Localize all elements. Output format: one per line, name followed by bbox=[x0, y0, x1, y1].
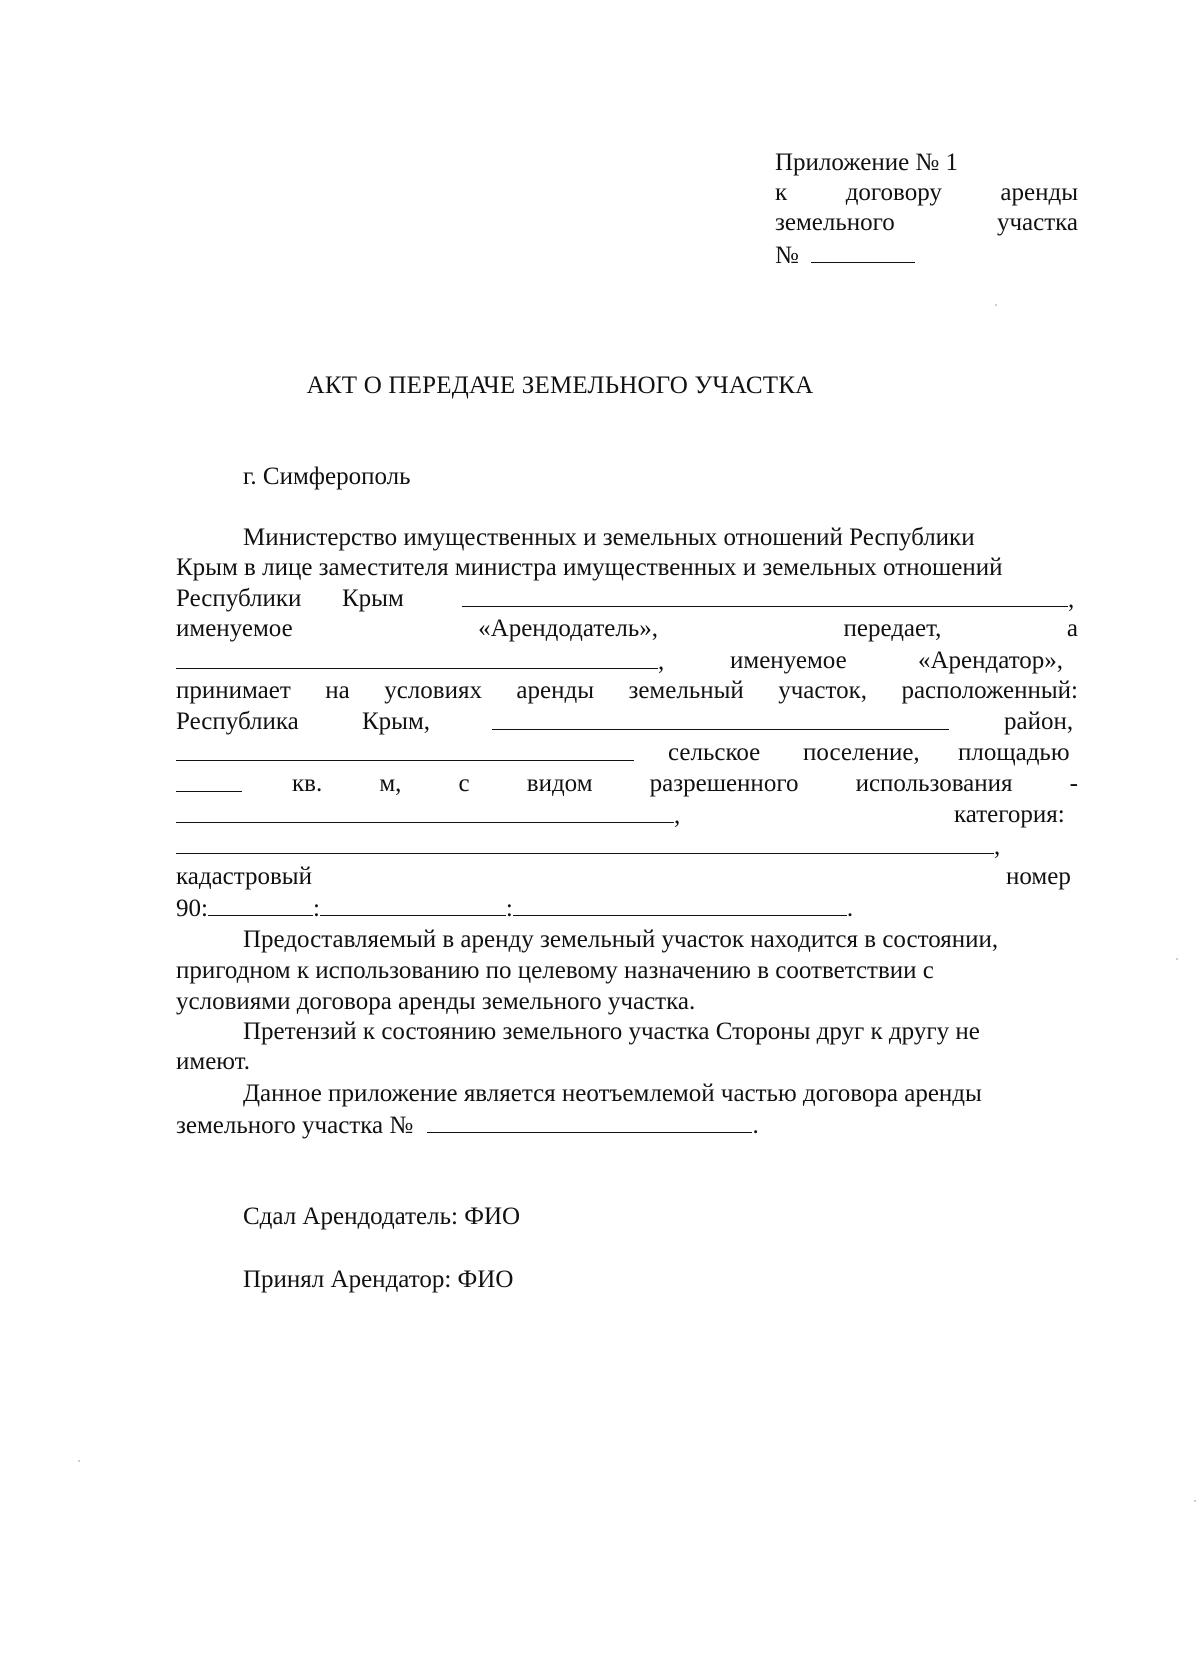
p3-line-1: Претензий к состоянию земельного участка Стороны друг к другу не bbox=[243, 1018, 980, 1045]
contract-number-blank-2 bbox=[427, 1110, 752, 1133]
cadastral-part-1-blank bbox=[208, 893, 313, 916]
permitted-use-blank bbox=[176, 800, 674, 823]
p1-line-5-word-2: «Арендатор», bbox=[918, 647, 1064, 674]
scan-speck bbox=[78, 1460, 80, 1462]
p1-line-7-word-3: район, bbox=[1004, 708, 1074, 735]
settlement-blank bbox=[176, 738, 634, 761]
p1-line-3: Республики bbox=[176, 585, 302, 612]
p1-line-2: Крым в лице заместителя министра имущественных и земельных отношений bbox=[176, 554, 1003, 581]
p2-line-1: Предоставляемый в аренду земельный участок находится в состоянии, bbox=[243, 926, 999, 953]
p1-line-12-word-1: кадастровый bbox=[176, 863, 312, 890]
area-blank-line bbox=[176, 769, 242, 799]
p1-line-5-word-1: именуемое bbox=[730, 647, 847, 674]
lessee-name-blank bbox=[176, 646, 658, 669]
district-blank bbox=[492, 707, 949, 730]
lessor-signature: Сдал Арендодатель: ФИО bbox=[243, 1203, 521, 1230]
category-blank bbox=[176, 831, 994, 854]
p1-line-10-word: категория: bbox=[954, 801, 1065, 828]
settlement-blank-line bbox=[176, 738, 634, 768]
lessee-signature: Принял Арендатор: ФИО bbox=[243, 1266, 514, 1293]
district-blank-line bbox=[492, 707, 949, 737]
contract-number-blank bbox=[811, 240, 915, 263]
p3-line-2: имеют. bbox=[176, 1048, 250, 1075]
p1-line-3-word: Крым bbox=[342, 585, 404, 612]
representative-name-blank bbox=[462, 584, 1068, 607]
appendix-line-1: Приложение № 1 bbox=[775, 149, 959, 176]
p1-line-9: кв. м, с видом разрешенного использования - bbox=[292, 770, 1078, 797]
p1-line-8-word-1: сельское bbox=[668, 739, 761, 766]
p4-line-1: Данное приложение является неотъемлемой частью договора аренды bbox=[243, 1080, 982, 1107]
cadastral-part-3-blank bbox=[513, 893, 847, 916]
scan-speck bbox=[1194, 1500, 1196, 1502]
appendix-line-4: № bbox=[775, 240, 915, 270]
p1-line-12-word-2: номер bbox=[1006, 863, 1071, 890]
cadastral-number-line: 90: : : . bbox=[176, 895, 854, 922]
p2-line-2: пригодном к использованию по целевому назначению в соответствии с bbox=[176, 957, 934, 984]
p1-line-6: принимает на условиях аренды земельный участок, расположенный: bbox=[176, 677, 1078, 704]
p1-line-1: Министерство имущественных и земельных отношений Республики bbox=[243, 524, 975, 551]
permitted-use-blank-line: , bbox=[176, 800, 680, 830]
p1-line-8-word-3: площадью bbox=[958, 739, 1070, 766]
area-blank bbox=[176, 769, 242, 792]
appendix-line-3: земельного участка bbox=[775, 209, 1078, 236]
scan-speck bbox=[1176, 958, 1178, 960]
p1-line-8-word-2: поселение, bbox=[803, 739, 920, 766]
p4-line-2: земельного участка № . bbox=[176, 1112, 759, 1139]
representative-blank-line: , bbox=[462, 584, 1074, 614]
lessee-blank-line: , bbox=[176, 646, 664, 676]
document-title: АКТ О ПЕРЕДАЧЕ ЗЕМЕЛЬНОГО УЧАСТКА bbox=[306, 372, 814, 399]
p1-line-7-word-1: Республика bbox=[176, 708, 299, 735]
category-blank-line: , bbox=[176, 831, 1000, 861]
appendix-line-2: к договору аренды bbox=[775, 179, 1078, 206]
scan-speck bbox=[995, 304, 997, 306]
p1-line-4: именуемое «Арендодатель», передает, а bbox=[176, 615, 1078, 642]
city: г. Симферополь bbox=[243, 463, 411, 490]
cadastral-part-2-blank bbox=[320, 893, 506, 916]
p1-line-7-word-2: Крым, bbox=[362, 708, 431, 735]
p2-line-3: условиями договора аренды земельного участка. bbox=[176, 988, 696, 1015]
